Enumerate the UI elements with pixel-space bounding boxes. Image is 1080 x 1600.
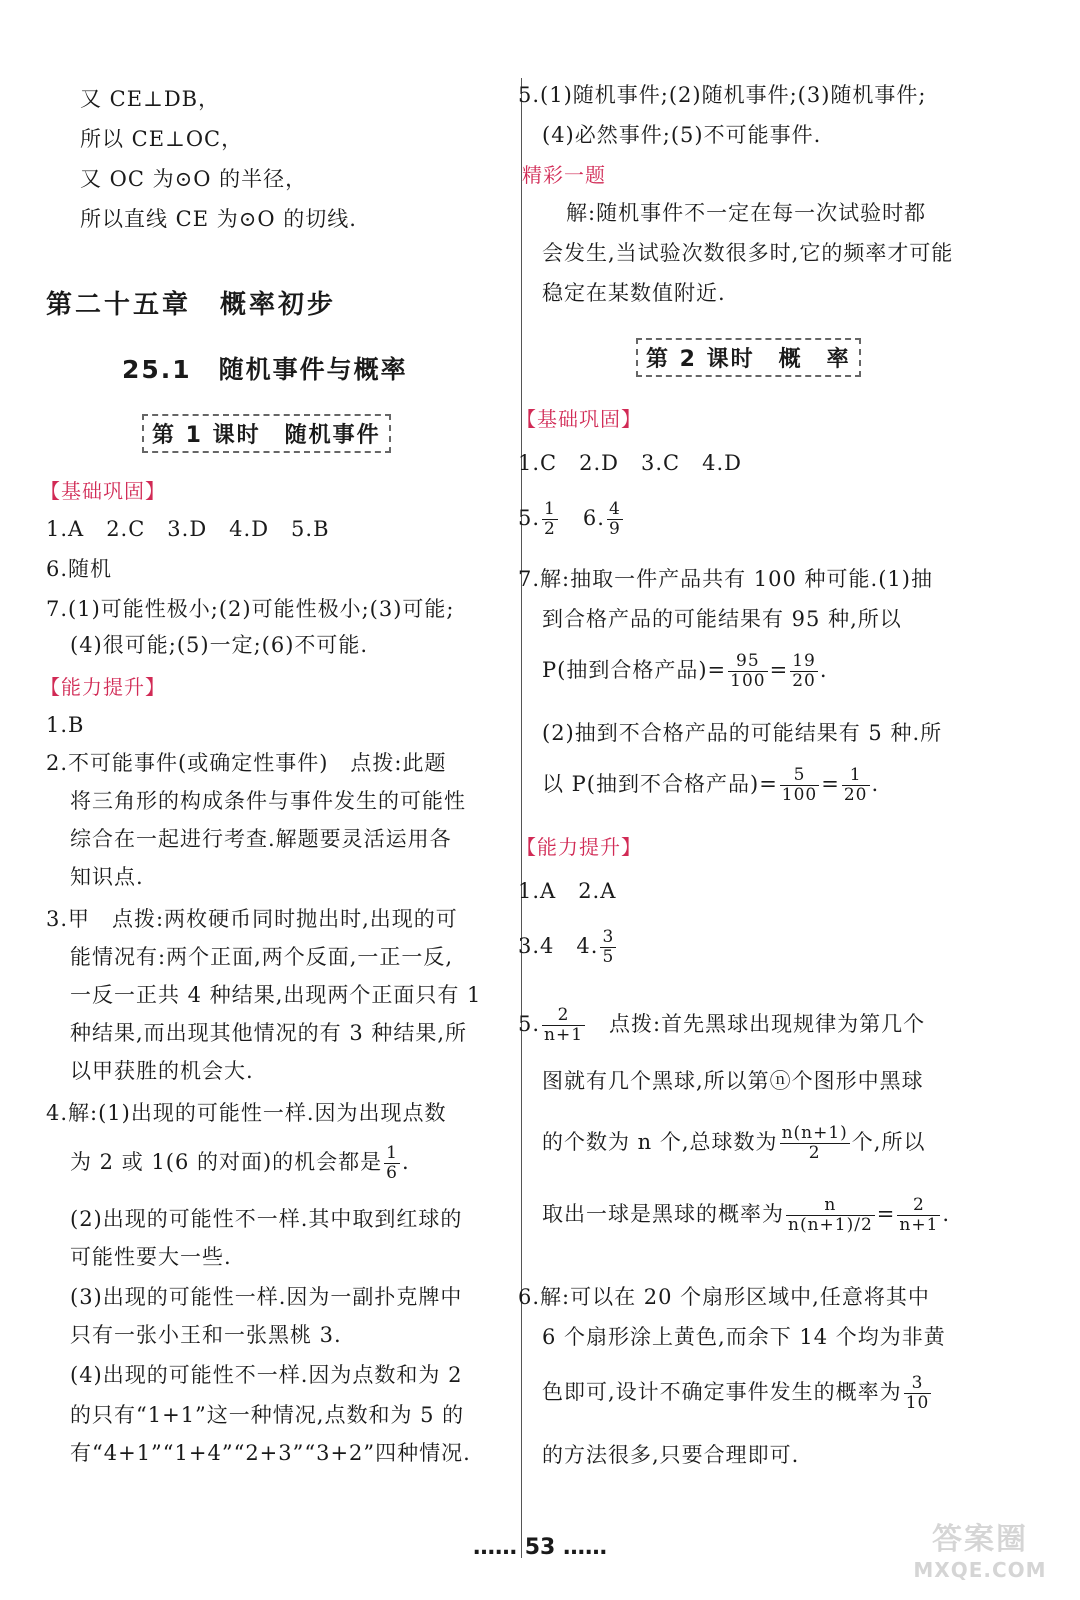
page-number: …… 53 …… xyxy=(473,1535,607,1560)
answer-line: 综合在一起进行考查.解题要灵活运用各 xyxy=(70,827,452,851)
answer-line: 5. $\frac{1}{2}$ 6. $\frac{4}{9}$ xyxy=(518,499,621,539)
basic-heading: 【基础巩固】 xyxy=(516,407,642,431)
answer-line: (3)出现的可能性一样.因为一副扑克牌中 xyxy=(70,1285,463,1309)
proof-line-3: 又 OC 为⊙O 的半径， xyxy=(80,167,308,191)
answer-line: 的方法很多,只要合理即可. xyxy=(542,1443,800,1467)
answer-line: 知识点. xyxy=(70,865,144,889)
chapter-title: 第二十五章 概率初步 xyxy=(46,290,337,320)
column-divider xyxy=(521,78,522,1558)
ability-heading: 【能力提升】 xyxy=(40,675,166,699)
answer-line: (4)出现的可能性不一样.因为点数和为 2 xyxy=(70,1363,463,1387)
answer-line: 一反一正共 4 种结果,出现两个正面只有 1 xyxy=(70,983,482,1007)
answer-line: 6.解:可以在 20 个扇形区域中,任意将其中 xyxy=(518,1285,930,1309)
answer-line: 的个数为 n 个,总球数为 $\frac{n(n+1)}{2}$ 个,所以 xyxy=(542,1123,926,1163)
answer-line: 1.B xyxy=(46,713,85,737)
answer-line: 有“4+1”“1+4”“2+3”“3+2”四种情况. xyxy=(70,1441,471,1465)
answer-line: 到合格产品的可能结果有 95 种,所以 xyxy=(542,607,902,631)
section-title: 25.1 随机事件与概率 xyxy=(122,355,408,384)
answer-line: 取出一球是黑球的概率为 $\frac{n}{n(n+1)/2}$ = $\frac{2}{n+1}$ . xyxy=(542,1195,951,1235)
answer-line: 以 P(抽到不合格产品)= $\frac{5}{100}$ = $\frac{1}{20}$ . xyxy=(542,765,880,805)
answer-line: 以甲获胜的机会大. xyxy=(70,1059,254,1083)
answer-line: 将三角形的构成条件与事件发生的可能性 xyxy=(70,789,466,813)
proof-line-2: 所以 CE⊥OC， xyxy=(80,127,244,151)
answer-line: 为 2 或 1(6 的对面)的机会都是 $\frac{1}{6}$ . xyxy=(70,1143,410,1183)
answer-line: 1.A 2.C 3.D 4.D 5.B xyxy=(46,517,330,541)
answer-line: 5.(1)随机事件;(2)随机事件;(3)随机事件; xyxy=(518,83,927,107)
answer-line: 色即可,设计不确定事件发生的概率为 $\frac{3}{10}$ xyxy=(542,1373,930,1413)
lesson1-title: 第 1 课时 随机事件 xyxy=(142,414,391,453)
answer-line: 3.甲 点拨:两枚硬币同时抛出时,出现的可 xyxy=(46,907,458,931)
answer-line: 可能性要大一些. xyxy=(70,1245,232,1269)
answer-line: P(抽到合格产品)= $\frac{95}{100}$ = $\frac{19}{20}$ . xyxy=(542,651,828,691)
answer-line: 7.(1)可能性极小;(2)可能性极小;(3)可能; xyxy=(46,597,455,621)
answer-line: 5. $\frac{2}{n+1}$ 点拨:首先黑球出现规律为第几个 xyxy=(518,1005,926,1045)
proof-line-1: 又 CE⊥DB， xyxy=(80,87,221,111)
basic-heading: 【基础巩固】 xyxy=(40,479,166,503)
ability-heading: 【能力提升】 xyxy=(516,835,642,859)
answer-line: 4.解:(1)出现的可能性一样.因为出现点数 xyxy=(46,1101,447,1125)
proof-line-4: 所以直线 CE 为⊙O 的切线. xyxy=(80,207,357,231)
answer-line: 6 个扇形涂上黄色,而余下 14 个均为非黄 xyxy=(542,1325,946,1349)
answer-line: 图就有几个黑球,所以第ⓝ个图形中黑球 xyxy=(542,1069,924,1093)
answer-line: 7.解:抽取一件产品共有 100 种可能.(1)抽 xyxy=(518,567,933,591)
answer-line: 会发生,当试验次数很多时,它的频率才可能 xyxy=(542,241,954,265)
answer-line: (4)很可能;(5)一定;(6)不可能. xyxy=(70,633,369,657)
answer-line: 1.C 2.D 3.C 4.D xyxy=(518,451,742,475)
jingcai-heading: 精彩一题 xyxy=(522,163,606,187)
fraction: $\frac{1}{6}$ xyxy=(386,1143,398,1183)
answer-line: 只有一张小王和一张黑桃 3. xyxy=(70,1323,342,1347)
watermark: 答案圈 MXQE.COM xyxy=(913,1522,1047,1582)
answer-line: 6.随机 xyxy=(46,557,113,581)
answer-line: 3.4 4. $\frac{3}{5}$ xyxy=(518,927,615,967)
answer-line: (2)抽到不合格产品的可能结果有 5 种.所 xyxy=(542,721,943,745)
answer-line: 2.不可能事件(或确定性事件) 点拨:此题 xyxy=(46,751,447,775)
answer-line: 解:随机事件不一定在每一次试验时都 xyxy=(566,201,927,225)
answer-line: (2)出现的可能性不一样.其中取到红球的 xyxy=(70,1207,463,1231)
answer-line: (4)必然事件;(5)不可能事件. xyxy=(542,123,822,147)
lesson2-title: 第 2 课时 概 率 xyxy=(636,338,861,377)
answer-line: 稳定在某数值附近. xyxy=(542,281,726,305)
answer-line: 能情况有:两个正面,两个反面,一正一反, xyxy=(70,945,454,969)
answer-line: 的只有“1+1”这一种情况,点数和为 5 的 xyxy=(70,1403,465,1427)
answer-line: 种结果,而出现其他情况的有 3 种结果,所 xyxy=(70,1021,468,1045)
answer-line: 1.A 2.A xyxy=(518,879,617,903)
